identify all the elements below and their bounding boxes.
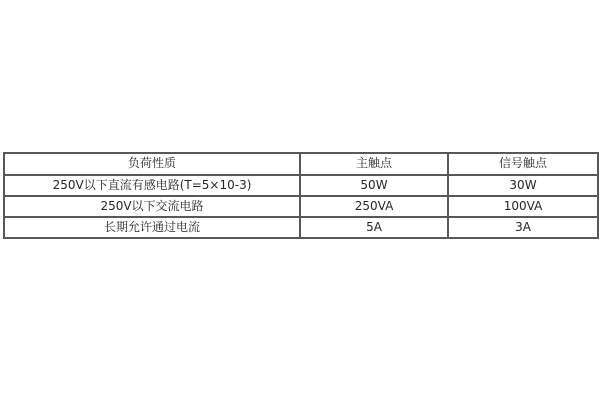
cell-load-type: 250V以下直流有感电路(T=5×10-3) [4,175,300,196]
cell-main-contact-value: 50W [300,175,448,196]
table-row [4,196,598,217]
column-header-main-contact: 主触点 [300,153,448,175]
table-row [4,217,598,238]
cell-signal-contact-value: 100VA [448,196,598,217]
cell-main-contact-value: 250VA [300,196,448,217]
column-header-signal-contact: 信号触点 [448,153,598,175]
table-header-row [4,153,598,175]
cell-load-type: 长期允许通过电流 [4,217,300,238]
cell-signal-contact-value: 30W [448,175,598,196]
table-row [4,175,598,196]
cell-signal-contact-value: 3A [448,217,598,238]
load-spec-table [3,152,599,239]
cell-load-type: 250V以下交流电路 [4,196,300,217]
column-header-load-type: 负荷性质 [4,153,300,175]
cell-main-contact-value: 5A [300,217,448,238]
